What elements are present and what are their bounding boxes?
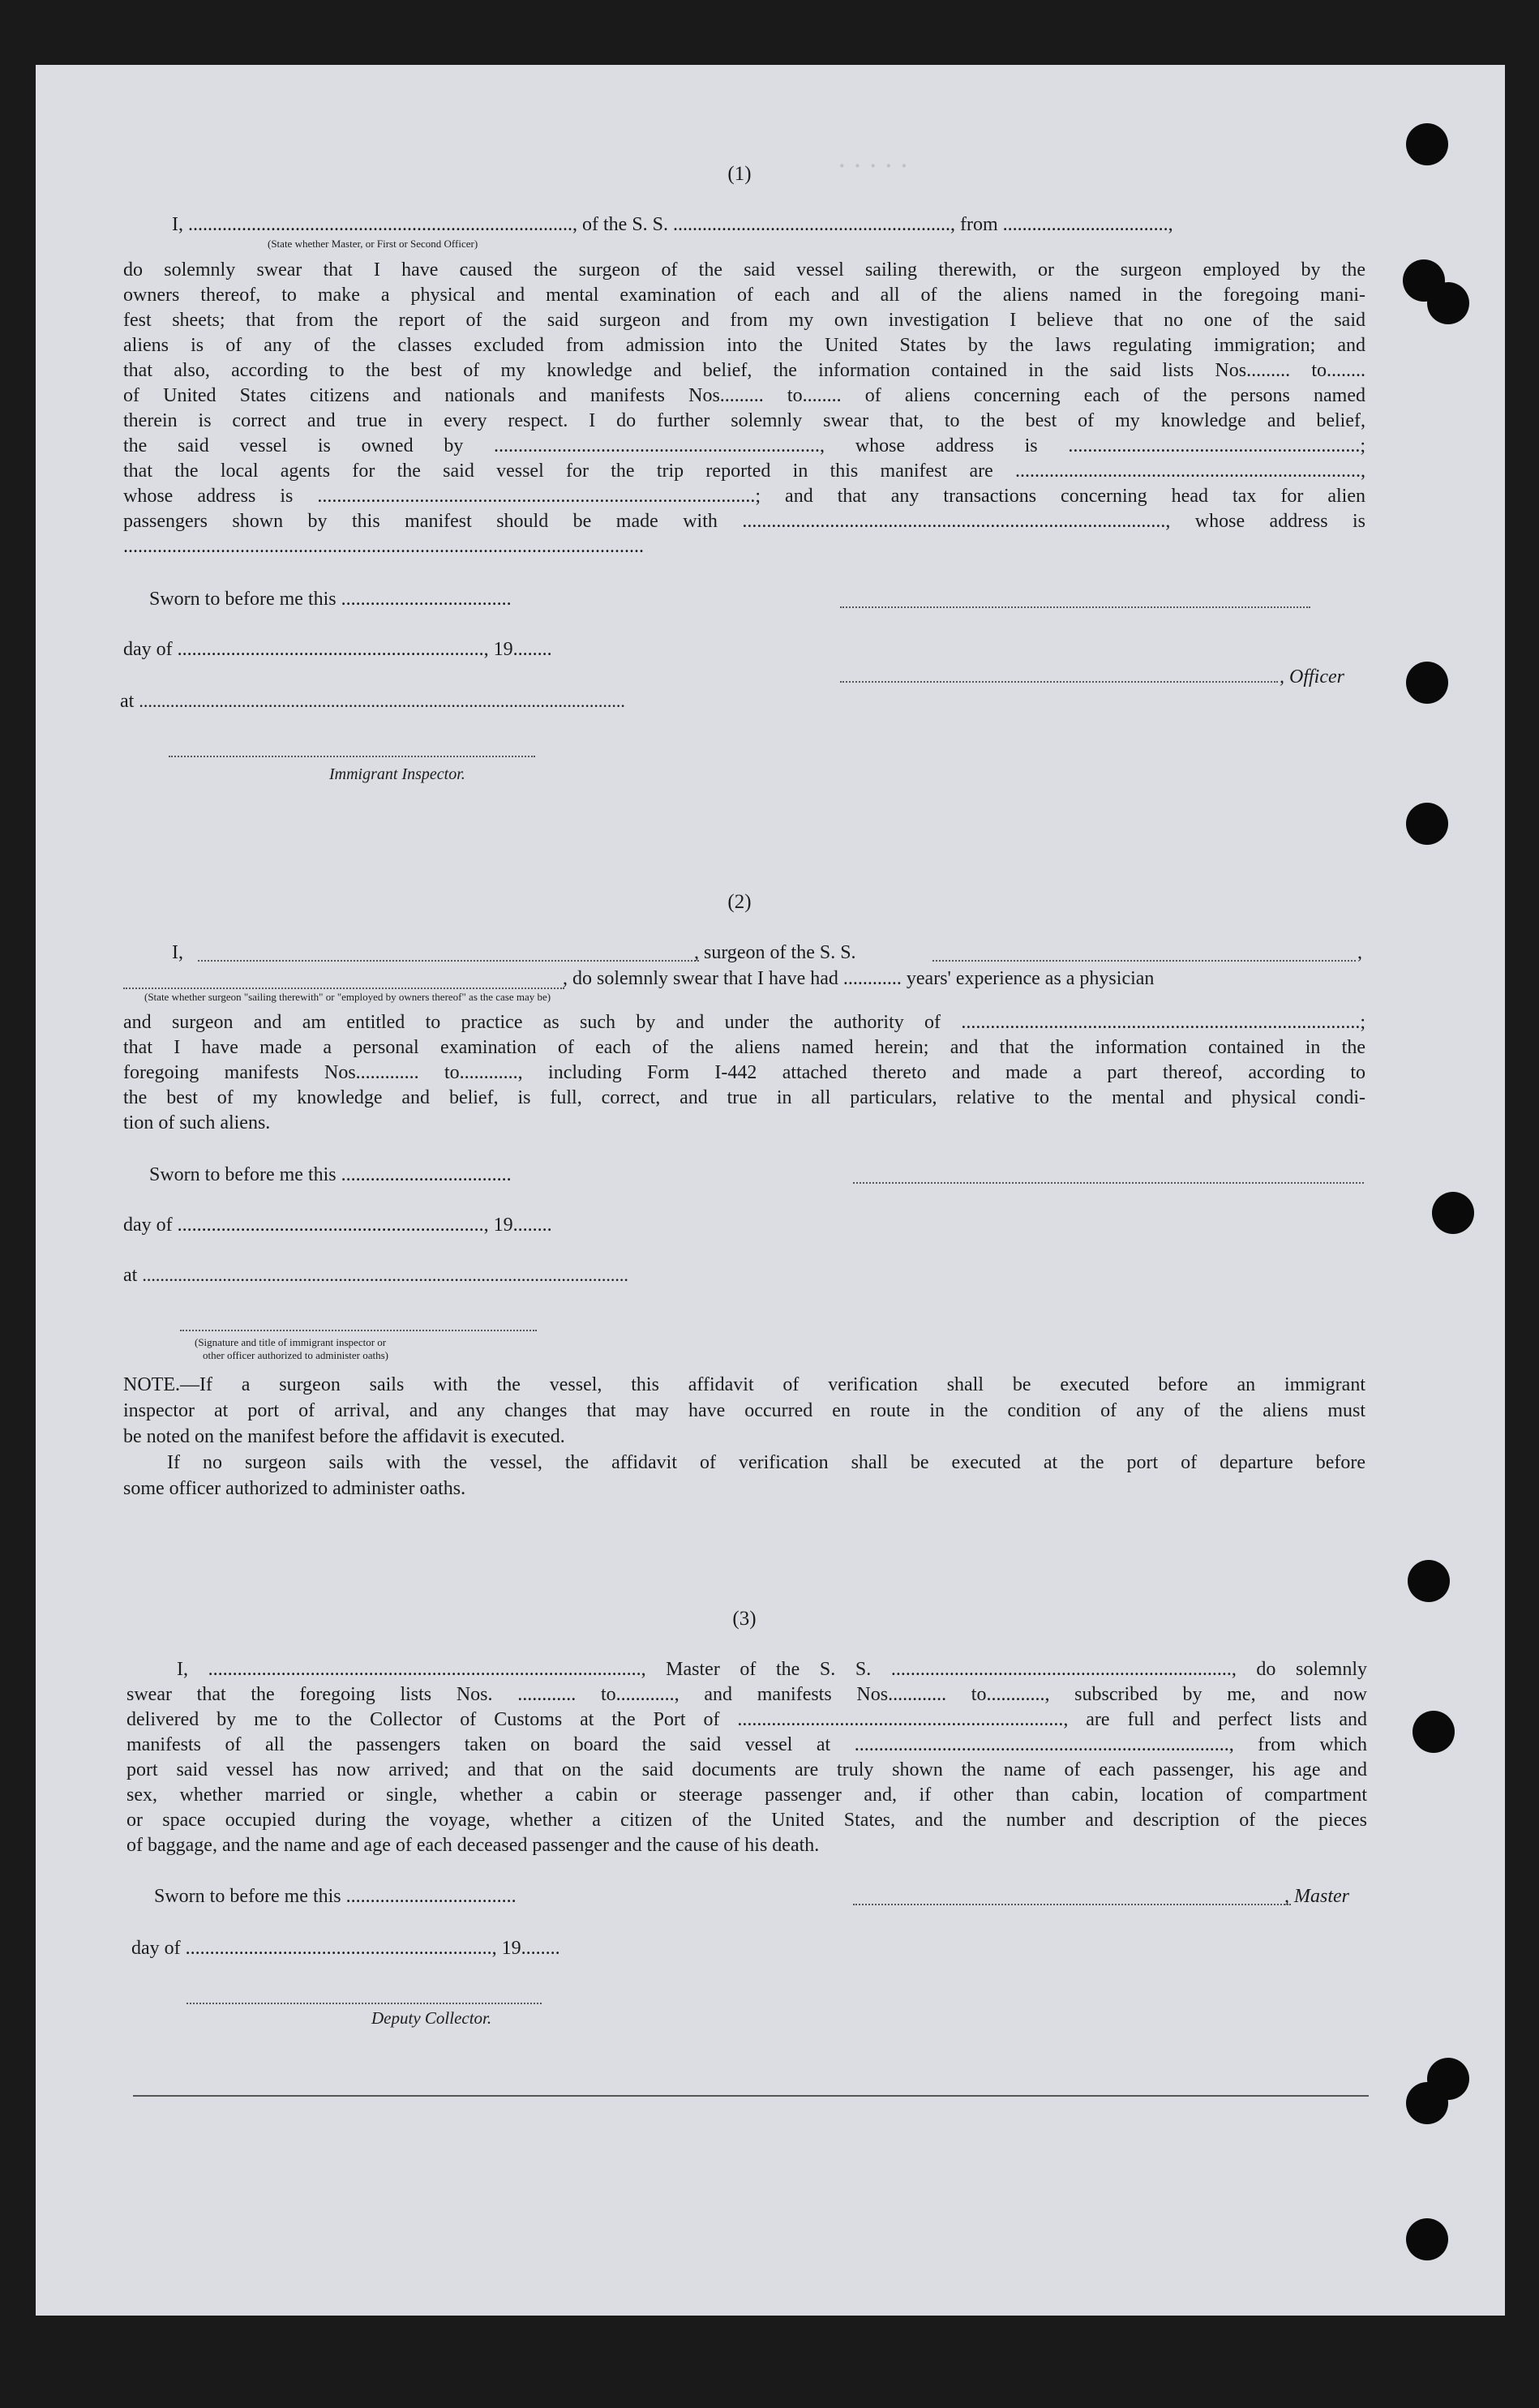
s1-sworn-date-field[interactable]: ................................... xyxy=(341,589,512,610)
s2-signature-note-1: (Signature and title of immigrant inspector or xyxy=(195,1336,387,1348)
s2-day-field[interactable]: ............................................................... xyxy=(177,1215,484,1236)
s3-sworn: Sworn to before me this ................................... xyxy=(154,1886,517,1907)
s2-surgeon-name-field[interactable] xyxy=(198,960,699,962)
s3-day-field[interactable]: ............................................................... xyxy=(185,1938,492,1959)
s2-at-field[interactable]: ............................................................................................................. xyxy=(142,1265,628,1285)
s2-line2: , do solemnly swear that I have had ............ years' experience as a physician xyxy=(563,968,1155,989)
s1-paragraph: do solemnly swear that I have caused the surgeon of the said vessel sailing therewith, or the surgeon employed by the owners thereof, to make a physical and mental examination of each and all of the aliens named in the foregoing mani- fest sheets; that from the report of the said surgeon and from my own investigation I believe that no one of the said aliens is of any of the classes excluded from admission into the United States by the laws regulating immigration; and that also, according to the best of my knowledge and belief, the information contained in the said lists Nos......... to........ of United States citizens and nationals and manifests Nos......... to........ of aliens concerning each of the persons named therein is correct and true in every respect. I do further solemnly swear that, to the best of my knowledge and belief, the said vessel is owned by ..................................................................., whose address is ............................................................; that the local agents for the said vessel for the trip reported in this manifest are ......................................................................., whose address is ..........................................................................................; and that any transactions concerning head tax for alien passengers shown by this manifest should be made with ......................................................................................., whose address is ........................................................................................................... xyxy=(123,259,1365,557)
punch-hole xyxy=(1432,1192,1474,1234)
s2-at: at ............................................................................................................. xyxy=(123,1265,628,1286)
s1-inspector-label: Immigrant Inspector. xyxy=(329,765,465,783)
s2-years-field[interactable]: ............ xyxy=(842,968,902,989)
s1-inspector-signature-line[interactable] xyxy=(169,756,535,757)
s3-paragraph: I, ........................................................................................., Master of the S. S. ......................................................................, do solemnly swear that the foregoing lists Nos. ............ to............, and manifests Nos............ to............, subscribed by me, and now delivered by me to the Collector of Customs at the Port of ..................................................................., are full and perfect lists and manifests of all the passengers taken on board the said vessel at ............................................................................., from which port said vessel has now arrived; and that on the said documents are truly shown the name of each passenger, his age and sex, whether married or single, whether a cabin or steerage passenger and, if other than cabin, location of compartment or space occupied during the voyage, whether a citizen of the United States, and the number and description of the pieces of baggage, and the name and age of each deceased passenger and the cause of his death. xyxy=(126,1659,1367,1856)
punch-hole xyxy=(1406,2082,1448,2124)
bottom-rule xyxy=(133,2095,1369,2097)
punch-hole xyxy=(1406,123,1448,165)
s2-surgeon-status-field[interactable] xyxy=(123,988,564,989)
s2-surgeon-signature-line[interactable] xyxy=(853,1182,1364,1184)
s2-sworn: Sworn to before me this ................................... xyxy=(149,1164,512,1185)
s2-line1: I, xyxy=(172,942,183,963)
ship-name-field[interactable]: ......................................................... xyxy=(673,214,951,235)
s3-sworn-date-field[interactable]: ................................... xyxy=(345,1886,517,1907)
s2-note-paragraph: NOTE.—If a surgeon sails with the vessel, this affidavit of verification shall be executed before an immigrant inspector at port of arrival, and any changes that may have occurred en route in the condition of any of the aliens must be noted on the manifest before the affidavit is executed. If no surgeon sails with the vessel, the affidavit of verification shall be executed at the port of departure before some officer authorized to administer oaths. xyxy=(123,1374,1365,1499)
s2-sworn-date-field[interactable]: ................................... xyxy=(341,1164,512,1185)
surgeon-status-note: (State whether surgeon "sailing therewith" or "employed by owners thereof" as the case may be) xyxy=(144,991,551,1003)
s1-at-field[interactable]: ............................................................................................................. xyxy=(139,691,625,711)
s1-officer-label: , Officer xyxy=(1280,666,1344,688)
officer-rank-note: (State whether Master, or First or Second Officer) xyxy=(268,238,478,250)
s2-signature-note-2: other officer authorized to administer oaths) xyxy=(203,1349,388,1361)
punch-hole xyxy=(1413,1711,1455,1753)
s1-sworn: Sworn to before me this ................................... xyxy=(149,589,512,610)
punch-hole xyxy=(1406,803,1448,845)
s3-deputy-signature-line[interactable] xyxy=(186,2003,542,2004)
s2-paragraph: and surgeon and am entitled to practice as such by and under the authority of ..................................................................................; that I have made a personal examination of each of the aliens named herein; and that the information contained in the foregoing manifests Nos............. to............, including Form I-442 attached thereto and made a part thereof, according to the best of my knowledge and belief, is full, correct, and true in all particulars, relative to the mental and physical condi- tion of such aliens. xyxy=(123,1012,1365,1133)
section-1-number: (1) xyxy=(727,163,752,185)
s1-at: at ............................................................................................................. xyxy=(120,691,625,712)
s2-ship-name-field[interactable] xyxy=(932,960,1356,962)
s1-day: day of ..............................................................., 19........ xyxy=(123,639,552,660)
s3-day: day of ..............................................................., 19........ xyxy=(131,1938,560,1959)
section-3-number: (3) xyxy=(732,1608,757,1630)
s2-surgeon-of: , surgeon of the S. S. xyxy=(694,942,856,963)
s1-officer-signature-line[interactable] xyxy=(840,681,1278,683)
punch-hole xyxy=(1406,662,1448,704)
s3-master-label: , Master xyxy=(1284,1886,1349,1907)
bleed-through-text: · · · · · xyxy=(838,154,910,178)
officer-name-field[interactable]: ............................................................................... xyxy=(188,214,572,235)
punch-hole xyxy=(1406,2218,1448,2260)
s1-day-field[interactable]: ............................................................... xyxy=(177,639,484,660)
s1-signature-line-1[interactable] xyxy=(840,606,1310,608)
s2-day: day of ..............................................................., 19........ xyxy=(123,1215,552,1236)
s3-master-signature-line[interactable] xyxy=(853,1904,1291,1905)
from-port-field[interactable]: .................................., xyxy=(1002,214,1173,235)
s3-deputy-label: Deputy Collector. xyxy=(371,2008,492,2028)
s2-inspector-signature-line[interactable] xyxy=(180,1330,537,1331)
punch-hole xyxy=(1408,1560,1450,1602)
s1-line1: I, ..............................................................................., of the S. S. ........................................................., from .................................., xyxy=(172,214,1173,235)
section-2-number: (2) xyxy=(727,891,752,913)
punch-hole xyxy=(1427,282,1469,324)
s2-comma: , xyxy=(1357,942,1362,963)
